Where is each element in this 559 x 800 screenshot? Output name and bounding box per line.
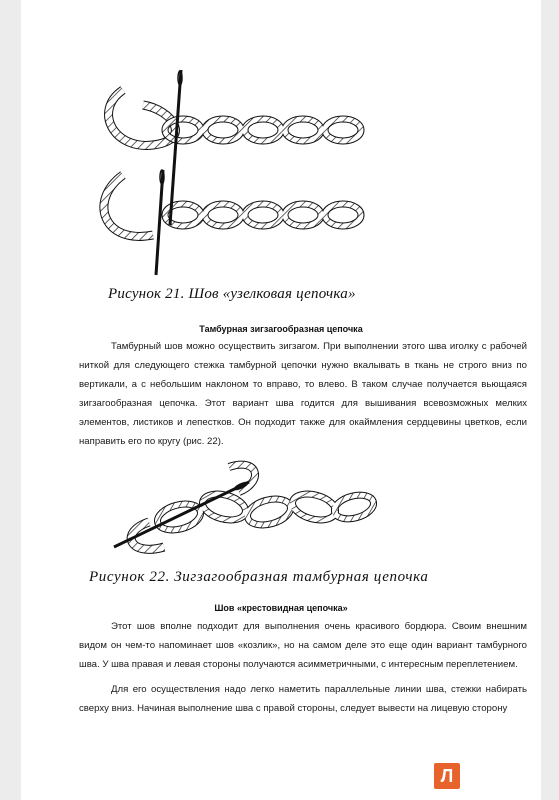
publisher-logo-icon xyxy=(434,763,460,789)
book-page xyxy=(21,0,541,800)
figure-22-caption: Рисунок 22. Зигзагообразная тамбурная цепочка xyxy=(89,569,429,585)
paragraph-cross-chain-1: Этот шов вполне подходит для выполнения очень красивого бордюра. Своим внешним видом он чем-то напоминает шов «козлик», но на самом деле это еще один вариант тамбурного шва. У шва правая и левая стороны получаются асимметричными, с интересным переплетением. xyxy=(79,621,527,670)
needle-icon xyxy=(114,481,249,547)
section-heading-zigzag-chain: Тамбурная зигзагообразная цепочка xyxy=(199,324,363,334)
figure-21-caption: Рисунок 21. Шов «узелковая цепочка» xyxy=(108,286,356,302)
paragraph-zigzag-chain: Тамбурный шов можно осуществить зигзагом. При выполнении этого шва иголку с рабочей ниткой для следующего стежка тамбурной цепочки нужно вкалывать в ткань не строго вниз по вертикали, а с небольшим наклоном то вправо, то влево. В таком случае получается вьющаяся зигзагообразная цепочка. Этот вариант шва годится для вышивания всевозможных мелких элементов, листиков и лепестков. Он подходит также для окаймления сердцевины цветков, если направить его по кругу (рис. 22). xyxy=(79,341,527,447)
knotted-chain-illustration xyxy=(83,50,383,280)
section-heading-cross-chain: Шов «крестовидная цепочка» xyxy=(214,603,348,613)
paragraph-cross-chain-2: Для его осуществления надо легко наметить параллельные линии шва, стежки набирать сверху вниз. Начиная выполнение шва с правой стороны, следует вывести на лицевую сторону xyxy=(79,684,527,714)
logo-letter: Л xyxy=(440,766,454,786)
zigzag-chain-illustration xyxy=(109,452,389,562)
needle-icon xyxy=(156,70,182,275)
